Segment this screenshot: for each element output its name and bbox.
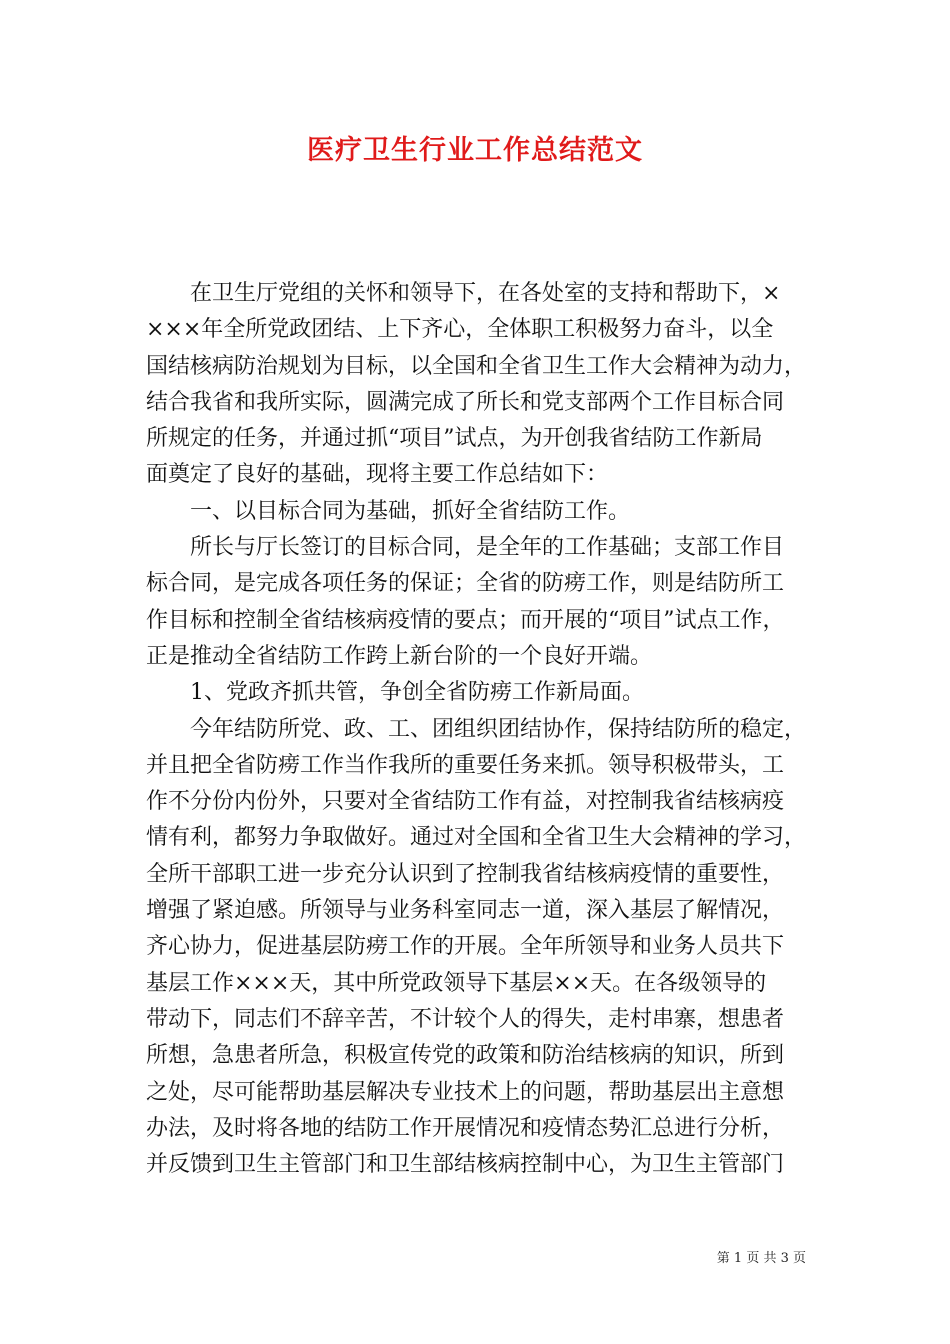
body-line: ×××年全所党政团结、上下齐心，全体职工积极努力奋斗，以全 [146,317,774,343]
body-line: 结合我省和我所实际，圆满完成了所长和党支部两个工作目标合同 [146,389,785,415]
body-line: 基层工作×××天，其中所党政领导下基层××天。在各级领导的 [146,970,767,996]
body-line: 正是推动全省结防工作跨上新台阶的一个良好开端。 [146,643,653,669]
body-line: 并反馈到卫生主管部门和卫生部结核病控制中心，为卫生主管部门 [146,1152,785,1178]
subsection-heading: 1、党政齐抓共管，争创全省防痨工作新局面。 [146,680,644,706]
body-line: 国结核病防治规划为目标，以全国和全省卫生工作大会精神为动力， [146,353,807,379]
body-line: 作不分份内份外，只要对全省结防工作有益，对控制我省结核病疫 [146,789,785,815]
document-title: 医疗卫生行业工作总结范文 [307,135,643,166]
body-line: 情有利，都努力争取做好。通过对全国和全省卫生大会精神的学习， [146,825,807,851]
document-body [146,276,826,1183]
body-line: 之处，尽可能帮助基层解决专业技术上的问题，帮助基层出主意想 [146,1079,785,1105]
body-line: 在卫生厅党组的关怀和领导下，在各处室的支持和帮助下，× [146,281,781,306]
body-line: 并且把全省防痨工作当作我所的重要任务来抓。领导积极带头，工 [146,752,785,778]
body-line: 带动下，同志们不辞辛苦，不计较个人的得失，走村串寨，想患者 [146,1006,785,1032]
body-line: 所长与厅长签订的目标合同，是全年的工作基础；支部工作目 [146,535,785,561]
body-line: 齐心协力，促进基层防痨工作的开展。全年所领导和业务人员共下 [146,934,785,960]
body-line: 所想，急患者所急，积极宣传党的政策和防治结核病的知识，所到 [146,1043,785,1069]
body-line: 标合同，是完成各项任务的保证；全省的防痨工作，则是结防所工 [146,571,785,597]
body-line: 今年结防所党、政、工、团组织团结协作，保持结防所的稳定， [146,716,807,742]
page-number: 第 1 页 共 3 页 [716,1251,806,1266]
section-heading: 一、以目标合同为基础，抓好全省结防工作。 [146,498,631,524]
body-line: 所规定的任务，并通过抓“项目”试点，为开创我省结防工作新局 [146,426,763,452]
body-line: 面奠定了良好的基础，现将主要工作总结如下： [146,462,609,488]
body-line: 作目标和控制全省结核病疫情的要点；而开展的“项目”试点工作， [146,607,785,633]
body-line: 办法，及时将各地的结防工作开展情况和疫情态势汇总进行分析， [146,1115,785,1141]
body-line: 全所干部职工进一步充分认识到了控制我省结核病疫情的重要性， [146,861,785,887]
body-line: 增强了紧迫感。所领导与业务科室同志一道，深入基层了解情况， [146,898,785,924]
